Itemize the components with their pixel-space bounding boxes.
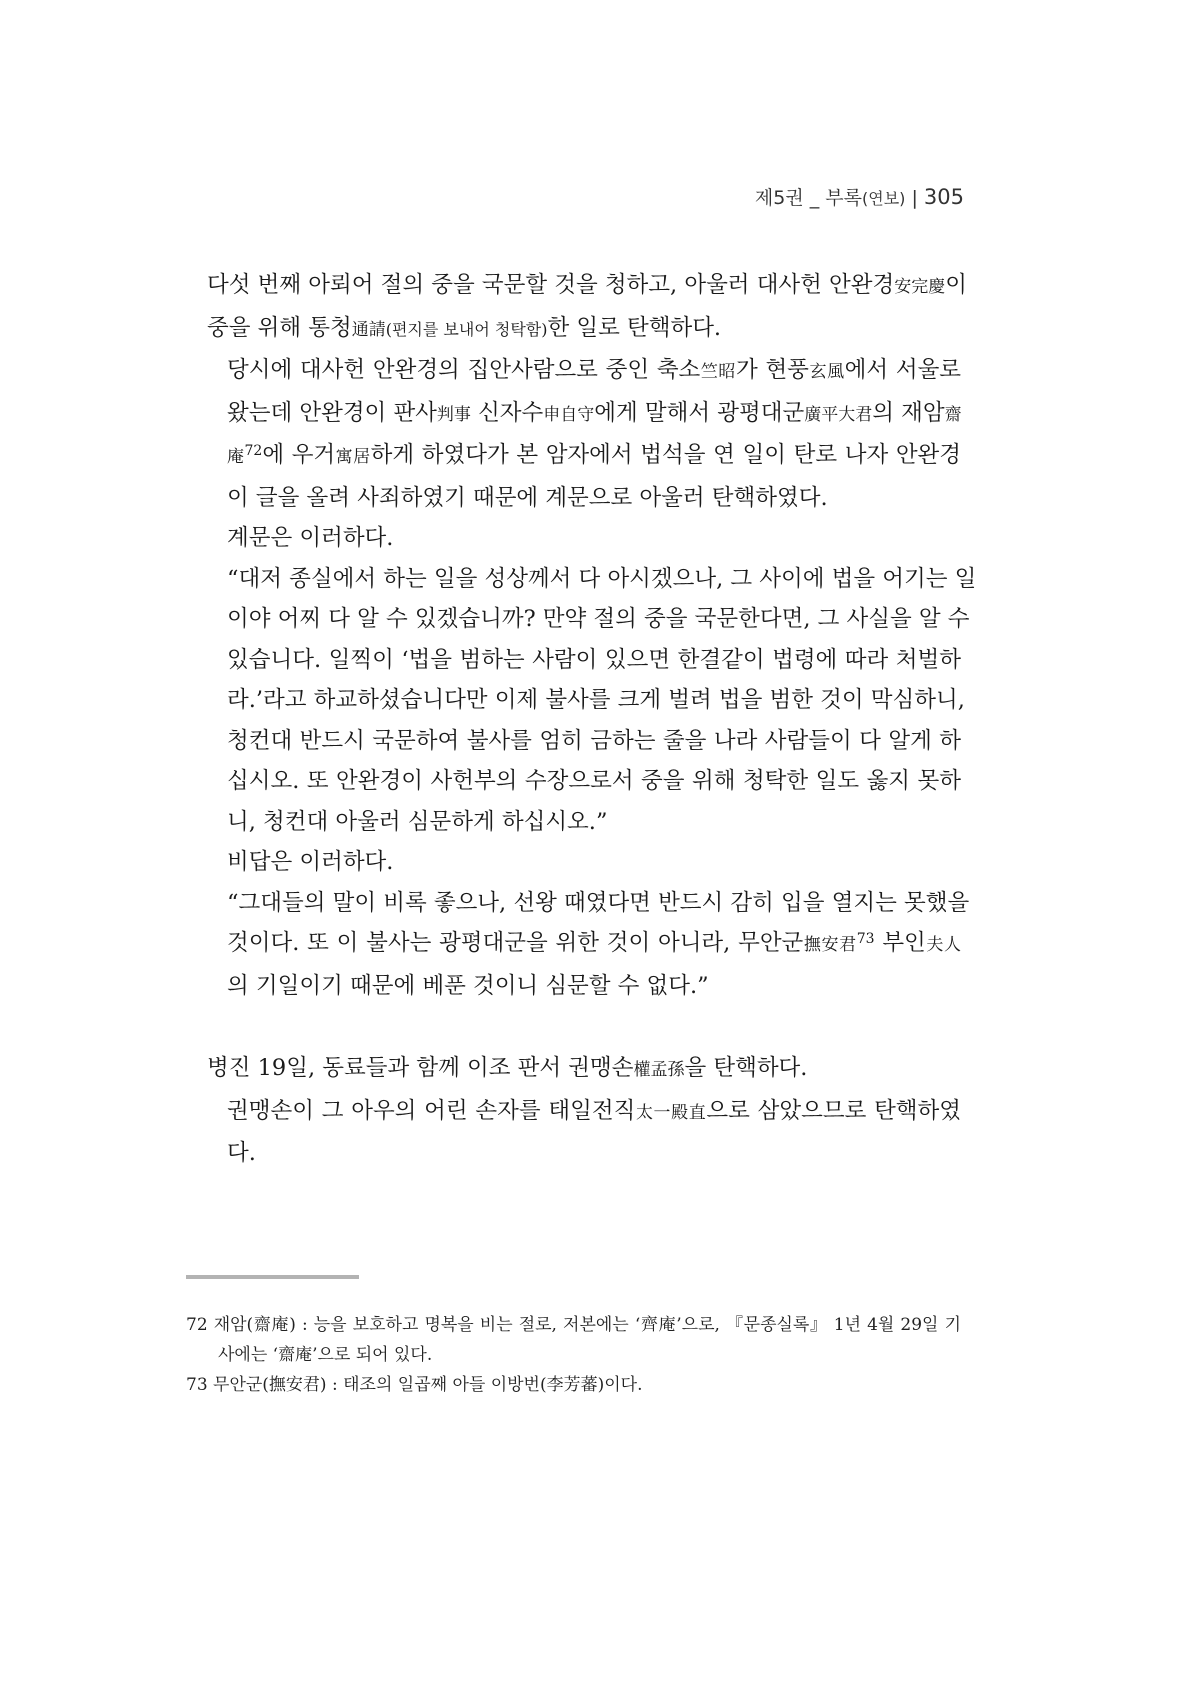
paragraph-line: 庵$^{72}$에 우거寓居하게 하였다가 본 암자에서 법석을 연 일이 탄로 나자 안완경 — [227, 442, 962, 468]
quote-line: 것이다. 또 이 불사는 광평대군을 위한 것이 아니라, 무안군撫安君$^{73}$ 부인夫人 — [227, 930, 962, 956]
footnote-73: 73 무안군(撫安君) : 태조의 일곱째 아들 이방번(李芳蕃)이다. — [186, 1375, 643, 1395]
entry-1-heading-line-1: 다섯 번째 아뢰어 절의 중을 국문할 것을 청하고, 아울러 대사헌 안완경安完慶이 — [207, 272, 968, 298]
footnote-72-line-2: 사에는 ‘齋庵’으로 되어 있다. — [218, 1345, 433, 1365]
quote-line: 라.’라고 하교하셨습니다만 이제 불사를 크게 벌려 법을 범한 것이 막심하니, — [227, 687, 965, 713]
quote-line: “대저 종실에서 하는 일을 성상께서 다 아시겠으나, 그 사이에 법을 어기는 일 — [227, 565, 977, 592]
footnote-ref-72: 72 — [244, 443, 263, 459]
footnote-72-line-1: 72 재암(齋庵) : 능을 보호하고 명복을 비는 절로, 저본에는 ‘齊庵’으로, 『문종실록』 1년 4월 29일 기 — [186, 1315, 961, 1335]
quote-line: 이야 어찌 다 알 수 있겠습니까? 만약 절의 중을 국문한다면, 그 사실을 알 수 — [227, 606, 970, 632]
volume-subtitle: (연보) — [862, 189, 906, 208]
header-separator: | — [911, 187, 918, 209]
paragraph-line: 계문은 이러하다. — [227, 525, 394, 551]
quote-line: 청컨대 반드시 국문하여 불사를 엄히 금하는 줄을 나라 사람들이 다 알게 하 — [227, 727, 961, 754]
paragraph-line: 왔는데 안완경이 판사判事 신자수申自守에게 말해서 광평대군廣平大君의 재암齋 — [227, 399, 962, 426]
footnote-ref-73: 73 — [856, 931, 875, 947]
quote-line: 십시오. 또 안완경이 사헌부의 수장으로서 중을 위해 청탁한 일도 옳지 못하 — [227, 768, 961, 794]
paragraph-line: 권맹손이 그 아우의 어린 손자를 태일전직太一殿直으로 삼았으므로 탄핵하였 — [227, 1097, 962, 1124]
quote-line: 있습니다. 일찍이 ‘법을 범하는 사람이 있으면 한결같이 법령에 따라 처벌하 — [227, 646, 961, 673]
main-text — [207, 265, 977, 1174]
quote-line: “그대들의 말이 비록 좋으나, 선왕 때였다면 반드시 감히 입을 열지는 못했을 — [227, 889, 970, 916]
paragraph-line: 당시에 대사헌 안완경의 집안사람으로 중인 축소竺昭가 현풍玄風에서 서울로 — [227, 357, 962, 383]
volume-title: 제5권 _ 부록 — [754, 187, 862, 209]
quote-line: 의 기일이기 때문에 베푼 것이니 심문할 수 없다.” — [227, 972, 709, 999]
footnote-divider — [186, 1275, 359, 1279]
entry-2-heading: 병진 19일, 동료들과 함께 이조 판서 권맹손權孟孫을 탄핵하다. — [207, 1055, 808, 1081]
entry-gap — [207, 1006, 961, 1048]
footnotes — [186, 1310, 961, 1400]
running-header — [755, 183, 964, 210]
page-number: 305 — [923, 185, 964, 209]
paragraph-line: 다. — [227, 1140, 256, 1166]
entry-1-heading-line-2: 중을 위해 통청通請(편지를 보내어 청탁함)한 일로 탄핵하다. — [207, 314, 722, 341]
paragraph-line: 비답은 이러하다. — [227, 849, 394, 875]
quote-line: 니, 청컨대 아울러 심문하게 하십시오.” — [227, 808, 608, 835]
paragraph-line: 이 글을 올려 사죄하였기 때문에 계문으로 아울러 탄핵하였다. — [227, 484, 828, 511]
